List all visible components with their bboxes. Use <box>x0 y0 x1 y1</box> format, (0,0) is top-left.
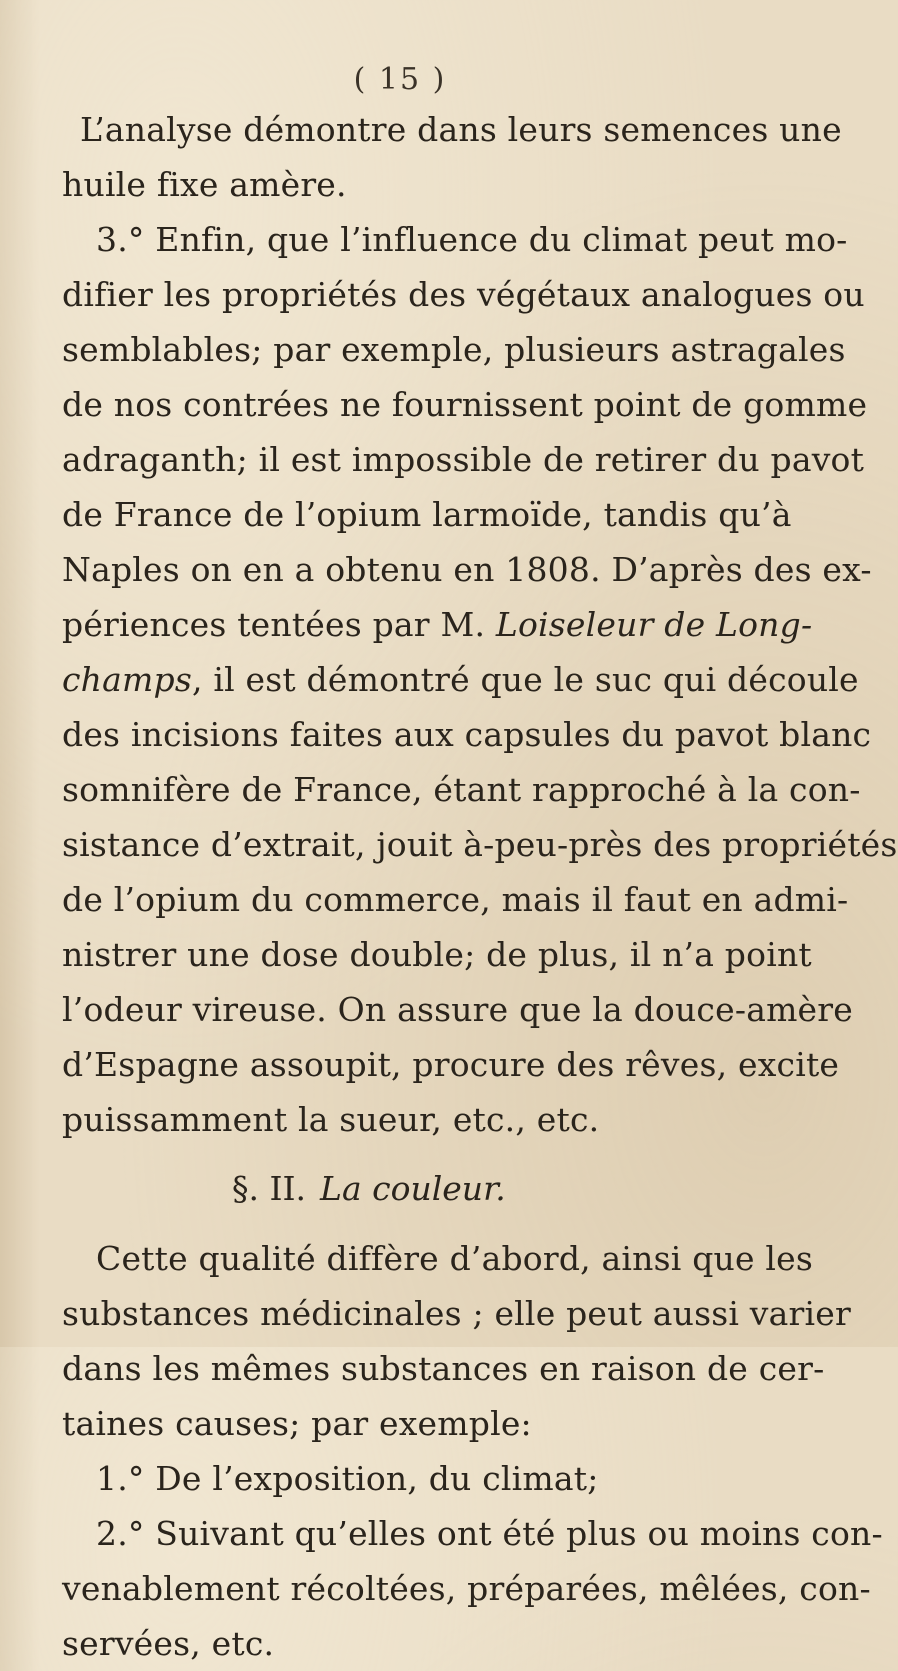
text-line: somnifère de France, étant rapproché à la con- <box>62 770 861 809</box>
text-line: difier les propriétés des végétaux analogues ou <box>62 275 865 314</box>
list-item: 2.° Suivant qu’elles ont été plus ou moins con- <box>96 1514 883 1553</box>
author-name: Loiseleur de Long- <box>495 605 813 644</box>
author-name: champs <box>62 660 192 699</box>
section-number: §. II. <box>232 1169 307 1208</box>
text-line: de nos contrées ne fournissent point de gomme <box>62 385 868 424</box>
text-line: taines causes; par exemple: <box>62 1404 532 1443</box>
text-line: de France de l’opium larmoïde, tandis qu’à <box>62 495 792 534</box>
text-fragment: , il est démontré que le suc qui découle <box>191 660 859 699</box>
text-line: substances médicinales ; elle peut aussi varier <box>62 1294 851 1333</box>
text-line: venablement récoltées, préparées, mêlées, con- <box>62 1569 871 1608</box>
text-fragment: périences tentées par M. <box>62 605 486 644</box>
text-line: dans les mêmes substances en raison de cer- <box>62 1349 825 1388</box>
section-title: La couleur. <box>320 1169 506 1208</box>
text-line: L’analyse démontre dans leurs semences une <box>80 110 842 149</box>
text-line: adraganth; il est impossible de retirer du pavot <box>62 440 865 479</box>
text-line: Cette qualité diffère d’abord, ainsi que les <box>96 1239 814 1278</box>
text-line: puissamment la sueur, etc., etc. <box>62 1100 600 1139</box>
list-item: 1.° De l’exposition, du climat; <box>96 1459 599 1498</box>
text-line: Naples on en a obtenu en 1808. D’après des ex- <box>62 550 872 589</box>
text-line: huile fixe amère. <box>62 165 347 204</box>
text-line: nistrer une dose double; de plus, il n’a point <box>62 935 812 974</box>
body-text <box>62 102 898 1671</box>
text-line: semblables; par exemple, plusieurs astragales <box>62 330 846 369</box>
text-line: des incisions faites aux capsules du pavot blanc <box>62 715 872 754</box>
text-line: l’odeur vireuse. On assure que la douce-amère <box>62 990 853 1029</box>
page-number: ( 15 ) <box>353 62 447 97</box>
text-line: de l’opium du commerce, mais il faut en admi- <box>62 880 849 919</box>
text-line: 3.° Enfin, que l’influence du climat peut mo- <box>96 220 848 259</box>
text-line <box>62 652 859 707</box>
section-heading <box>62 1147 750 1231</box>
text-line: sistance d’extrait, jouit à-peu-près des propriétés <box>62 825 898 864</box>
text-line <box>62 597 813 652</box>
text-line: servées, etc. <box>62 1624 275 1663</box>
text-line: d’Espagne assoupit, procure des rêves, excite <box>62 1045 840 1084</box>
